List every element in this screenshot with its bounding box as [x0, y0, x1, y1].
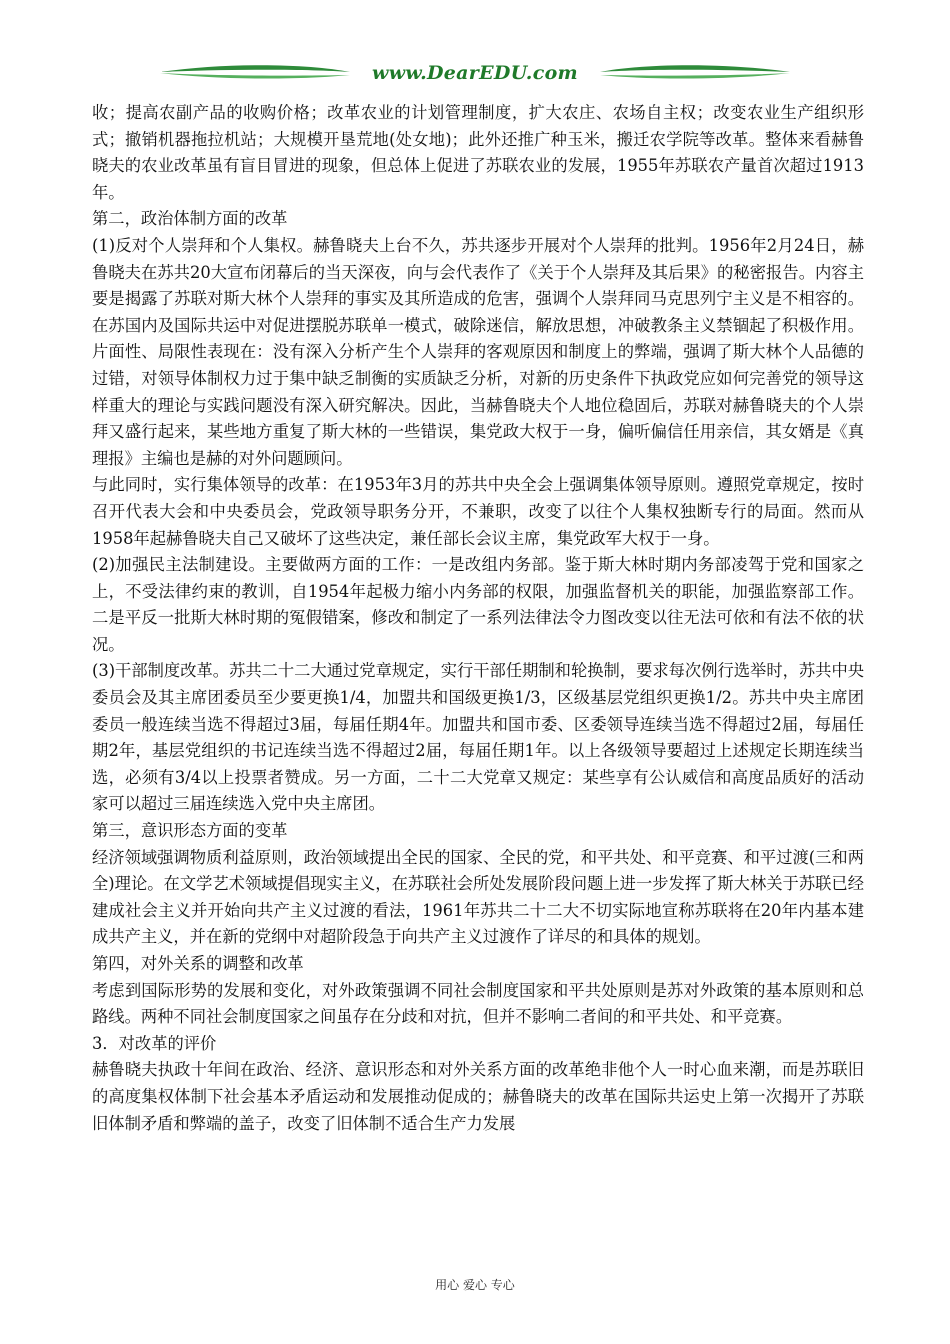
paragraph-ideology: 经济领域强调物质利益原则，政治领域提出全民的国家、全民的党，和平共处、和平竞赛、和平过渡(三和两全)理论。在文学艺术领域提倡现实主义，在苏联社会所处发展阶段问题上进一步发挥了斯大林关于苏联已经建成社会主义并开始向共产主义过渡的看法，1961年苏共二十二大不切实际地宣称苏联将在20年内基本建成共产主义，并在新的党纲中对超阶段急于向共产主义过渡作了详尽的和具体的规划。 [92, 847, 864, 947]
paragraph-foreign-relations: 考虑到国际形势的发展和变化，对外政策强调不同社会制度国家和平共处原则是苏对外政策的基本原则和总路线。两种不同社会制度国家之间虽存在分歧和对抗，但并不影响二者间的和平共处、和平竞赛。 [92, 980, 864, 1027]
section-heading-foreign-relations: 第四，对外关系的调整和改革 [92, 954, 304, 973]
site-header-banner [160, 58, 790, 92]
page-footer: 用心 爱心 专心 [435, 1278, 515, 1292]
paragraph-collective-leadership: 与此同时，实行集体领导的改革：在1953年3月的苏共中央全会上强调集体领导原则。遵照党章规定，按时召开代表大会和中央委员会，党政领导职务分开，不兼职，改变了以往个人集权独断专行的局面。然而从1958年起赫鲁晓夫自己又破坏了这些决定，兼任部长会议主席，集党政军大权于一身。 [92, 475, 864, 548]
section-heading-political: 第二，政治体制方面的改革 [92, 209, 288, 229]
site-logo-text: www.DearEDU.com [372, 62, 578, 84]
section-heading-evaluation: 3．对改革的评价 [92, 1033, 217, 1053]
document-body [92, 100, 864, 1137]
paragraph-evaluation: 赫鲁晓夫执政十年间在政治、经济、意识形态和对外关系方面的改革绝非他个人一时心血来潮，而是苏联旧的高度集权体制下社会基本矛盾运动和发展推动促成的；赫鲁晓夫的改革在国际共运史上第一次揭开了苏联旧体制矛盾和弊端的盖子，改变了旧体制不适合生产力发展 [92, 1060, 864, 1133]
paragraph-personality-cult: (1)反对个人崇拜和个人集权。赫鲁晓夫上台不久，苏共逐步开展对个人崇拜的批判。1956年2月24日，赫鲁晓夫在苏共20大宣布闭幕后的当天深夜，向与会代表作了《关于个人崇拜及其后果》的秘密报告。内容主要是揭露了苏联对斯大林个人崇拜的事实及其所造成的危害，强调个人崇拜同马克思列宁主义是不相容的。在苏国内及国际共运中对促进摆脱苏联单一模式，破除迷信，解放思想，冲破教条主义禁锢起了积极作用。片面性、局限性表现在：没有深入分析产生个人崇拜的客观原因和制度上的弊端，强调了斯大林个人品德的过错，对领导体制权力过于集中缺乏制衡的实质缺乏分析，对新的历史条件下执政党应如何完善党的领导这样重大的理论与实践问题没有深入研究解决。因此，当赫鲁晓夫个人地位稳固后，苏联对赫鲁晓夫的个人崇拜又盛行起来，某些地方重复了斯大林的一些错误，集党政大权于一身，偏听偏信任用亲信，其女婿是《真理报》主编也是赫的对外问题顾问。 [92, 235, 864, 468]
paragraph-cadre-reform: (3)干部制度改革。苏共二十二大通过党章规定，实行干部任期制和轮换制，要求每次例行选举时，苏共中央委员会及其主席团委员至少要更换1/4，加盟共和国级更换1/3，区级基层党组织更换1/2。苏共中央主席团委员一般连续当选不得超过3届，每届任期4年。加盟共和国市委、区委领导连续当选不得超过2届，每届任期2年，基层党组织的书记连续当选不得超过2届，每届任期1年。以上各级领导要超过上述规定长期连续当选，必须有3/4以上投票者赞成。另一方面，二十二大党章又规定：某些享有公认威信和高度品质好的活动家可以超过三届连续选入党中央主席团。 [92, 661, 865, 814]
paragraph-agri-reform-end: 收；提高农副产品的收购价格；改革农业的计划管理制度，扩大农庄、农场自主权；改变农业生产组织形式；撤销机器拖拉机站；大规模开垦荒地(处女地)；此外还推广种玉米，搬迁农学院等改革。整体来看赫鲁晓夫的农业改革虽有盲目冒进的现象，但总体上促进了苏联农业的发展，1955年苏联农产量首次超过1913年。 [92, 103, 864, 202]
section-heading-ideology: 第三，意识形态方面的变革 [92, 821, 288, 841]
paragraph-legal-system: (2)加强民主法制建设。主要做两方面的工作：一是改组内务部。鉴于斯大林时期内务部凌驾于党和国家之上，不受法律约束的教训，自1954年起极力缩小内务部的权限，加强监督机关的职能，加强监察部工作。二是平反一批斯大林时期的冤假错案，修改和制定了一系列法律法令力图改变以往无法可依和有法不依的状况。 [92, 555, 864, 654]
